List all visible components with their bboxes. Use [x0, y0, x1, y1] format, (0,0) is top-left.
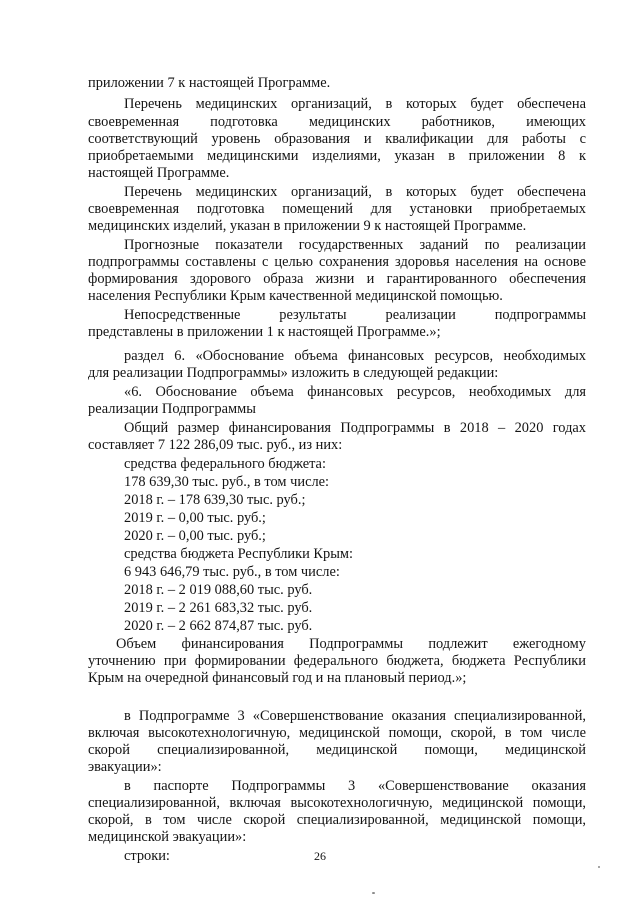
text-line: 178 639,30 тыс. руб., в том числе: — [124, 474, 330, 490]
text-line: уточнению при формировании федерального бюджета, бюджета Республики — [88, 653, 586, 669]
text-line: 2020 г. – 2 662 874,87 тыс. руб. — [124, 618, 313, 634]
text-line: населения Республики Крым качественной медицинской помощью. — [88, 288, 503, 304]
text-line: строки: — [124, 848, 170, 864]
text-line: 6 943 646,79 тыс. руб., в том числе: — [124, 564, 340, 580]
text-line: 2018 г. – 2 019 088,60 тыс. руб. — [124, 582, 313, 598]
text-line: Объем финансирования Подпрограммы подлежит ежегодному — [116, 636, 586, 652]
text-line: 2019 г. – 0,00 тыс. руб.; — [124, 510, 266, 526]
text-line: включая высокотехнологичную, медицинской помощи, скорой, в том числе — [88, 725, 586, 741]
text-line: Непосредственные результаты реализации подпрограммы — [124, 307, 586, 323]
text-line: скорой, в том числе скорой специализированной, медицинской помощи, — [88, 812, 586, 828]
text-line: эвакуации»: — [88, 759, 162, 775]
text-line: Перечень медицинских организаций, в которых будет обеспечена — [124, 96, 586, 112]
text-line: для реализации Подпрограммы» изложить в следующей редакции: — [88, 365, 499, 381]
text-line: средства федерального бюджета: — [124, 456, 326, 472]
text-line: Общий размер финансирования Подпрограммы в 2018 – 2020 годах — [124, 420, 586, 436]
text-line: 2020 г. – 0,00 тыс. руб.; — [124, 528, 266, 544]
text-line: 2018 г. – 178 639,30 тыс. руб.; — [124, 492, 306, 508]
text-line: медицинских изделий, указан в приложении 9 к настоящей Программе. — [88, 218, 527, 234]
text-line: скорой специализированной, медицинской помощи, медицинской — [88, 742, 586, 758]
text-line: специализированной, включая высокотехнологичную, медицинской помощи, — [88, 795, 586, 811]
text-line: медицинской эвакуации»: — [88, 829, 247, 845]
text-line: в паспорте Подпрограммы 3 «Совершенствование оказания — [124, 778, 586, 794]
scan-speck — [372, 892, 375, 894]
text-line: своевременная подготовка помещений для установки приобретаемых — [88, 201, 586, 217]
text-line: настоящей Программе. — [88, 165, 230, 181]
text-line: подпрограммы составлены с целью сохранения здоровья населения на основе — [88, 254, 586, 270]
text-line: 2019 г. – 2 261 683,32 тыс. руб. — [124, 600, 313, 616]
text-line: в Подпрограмме 3 «Совершенствование оказания специализированной, — [124, 708, 586, 724]
page-number: 26 — [314, 849, 326, 863]
text-line: средства бюджета Республики Крым: — [124, 546, 353, 562]
text-line: представлены в приложении 1 к настоящей Программе.»; — [88, 324, 441, 340]
text-line: Прогнозные показатели государственных заданий по реализации — [124, 237, 586, 253]
text-line: «6. Обоснование объема финансовых ресурсов, необходимых для — [124, 384, 586, 400]
text-line: приобретаемыми медицинскими изделиями, указан в приложении 8 к — [88, 148, 586, 164]
text-line: раздел 6. «Обоснование объема финансовых ресурсов, необходимых — [124, 348, 586, 364]
text-line: Крым на очередной финансовый год и на плановый период.»; — [88, 670, 467, 686]
text-line: реализации Подпрограммы — [88, 401, 256, 417]
text-line: Перечень медицинских организаций, в которых будет обеспечена — [124, 184, 586, 200]
text-line: соответствующий уровень образования и квалификации для работы с — [88, 131, 586, 147]
text-line: составляет 7 122 286,09 тыс. руб., из них: — [88, 437, 343, 453]
text-line: формирования здорового образа жизни и гарантированного обеспечения — [88, 271, 586, 287]
scan-speck — [598, 866, 600, 868]
text-line: приложении 7 к настоящей Программе. — [88, 75, 331, 91]
text-line: своевременная подготовка медицинских работников, имеющих — [88, 114, 586, 130]
